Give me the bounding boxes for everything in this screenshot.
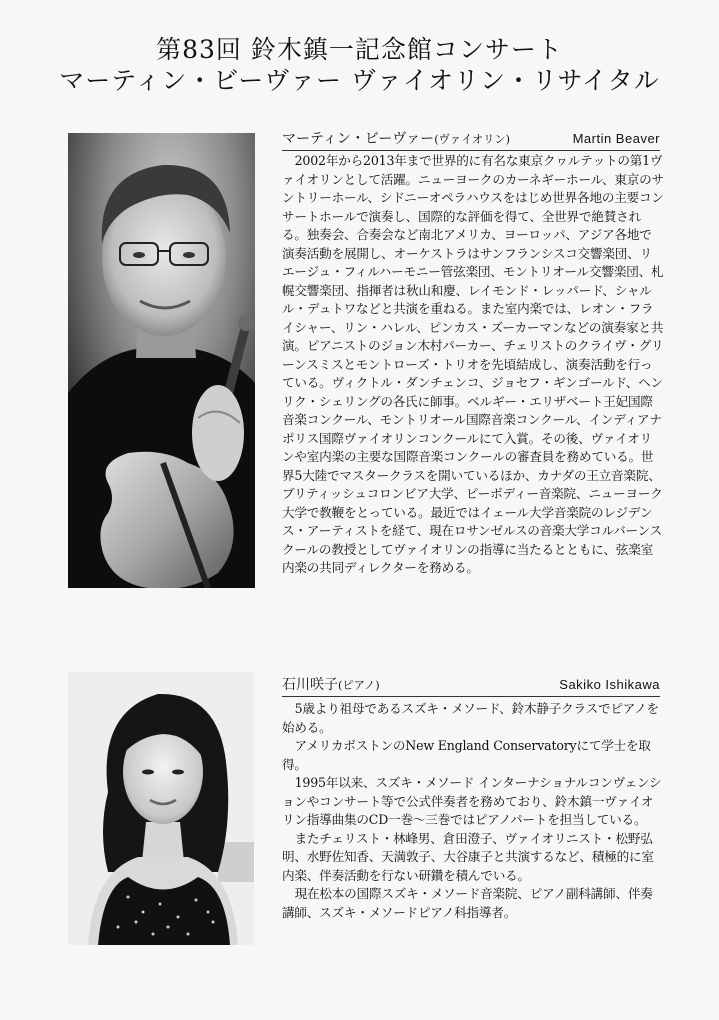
- bio-paragraph: 5歳より祖母であるスズキ・メソード、鈴木静子クラスでピアノを始める。: [282, 701, 659, 735]
- violinist-portrait-icon: [68, 133, 255, 588]
- performer-1-role: (ヴァイオリン): [434, 133, 511, 146]
- performer-2-role: (ピアノ): [338, 679, 380, 692]
- bio-paragraph: アメリカボストンのNew England Conservatoryにて学士を取得。: [282, 738, 651, 772]
- performer-1-name-en: Martin Beaver: [572, 131, 660, 146]
- violinist-photo: [68, 133, 255, 588]
- performer-2-header: [282, 678, 660, 697]
- bio-paragraph: 1995年以来、スズキ・メソード インターナショナルコンヴェンションやコンサート等で公式伴奏者を務めており、鈴木鎮一ヴァイオリン指導曲集のCD一巻〜三巻ではピアノパートを担当している。: [282, 775, 662, 827]
- performer-1-name-jp: マーティン・ビーヴァー: [282, 131, 435, 147]
- bio-paragraph: 現在松本の国際スズキ・メソード音楽院、ピアノ副科講師、伴奏講師、スズキ・メソードピアノ科指導者。: [282, 886, 653, 920]
- performer-2-name-jp: 石川咲子: [282, 677, 338, 693]
- performer-2-name-en: Sakiko Ishikawa: [559, 677, 660, 692]
- performer-1-bio: [282, 152, 664, 578]
- pianist-portrait-icon: [68, 672, 254, 945]
- pianist-photo: [68, 672, 254, 945]
- performer-2-bio: [282, 700, 664, 922]
- bio-paragraph: 2002年から2013年まで世界的に有名な東京クヮルテットの第1ヴァイオリンとして活躍。ニューヨークのカーネギーホール、東京のサントリーホール、シドニーオペラハウスをはじめ世界各地の主要コンサートホールで演奏し、国際的な評価を得て、全世界で絶賛される。独奏会、合奏会など南北アメリカ、ヨーロッパ、アジア各地で演奏活動を展開し、オーケストラはサンフランシスコ交響楽団、リエージュ・フィルハーモニー管弦楽団、モントリオール交響楽団、札幌交響楽団、指揮者は秋山和慶、レイモンド・レッパード、シャルル・デュトワなどと共演を重ねる。また室内楽では、レオン・フライシャー、リン・ハレル、ピンカス・ズーカーマンなどの演奏家と共演。ピアニストのジョン木村パーカー、チェリストのクライヴ・グリーンスミスとモントローズ・トリオを先頃結成し、演奏活動を行っている。ヴィクトル・ダンチェンコ、ジョセフ・ギンゴールド、ヘンリク・シェリングの各氏に師事。ベルギー・エリザベート王妃国際音楽コンクール、モントリオール国際音楽コンクール、インディアナポリス国際ヴァイオリンコンクールにて入賞。その後、ヴァイオリンや室内楽の主要な国際音楽コンクールの審査員を務めている。世界5大陸でマスタークラスを開いているほか、カナダの王立音楽院、ブリティッシュコロンビア大学、ピーボディー音楽院、ニューヨーク大学で教鞭をとっている。最近ではイェール大学音楽院のレジデンス・アーティストを経て、現在ロサンゼルスの音楽大学コルバーンスクールの教授としてヴァイオリンの指導に当たるとともに、弦楽室内楽の共同ディレクターを務める。: [282, 153, 664, 575]
- performer-1-header: [282, 132, 660, 151]
- concert-title: 第83回 鈴木鎮一記念館コンサート: [156, 35, 563, 64]
- bio-paragraph: またチェリスト・林峰男、倉田澄子、ヴァイオリニスト・松野弘明、水野佐知香、天満敦子、大谷康子と共演するなど、積極的に室内楽、伴奏活動を行ない研鑽を積んでいる。: [282, 830, 654, 883]
- recital-title: マーティン・ビーヴァー ヴァイオリン・リサイタル: [59, 66, 660, 95]
